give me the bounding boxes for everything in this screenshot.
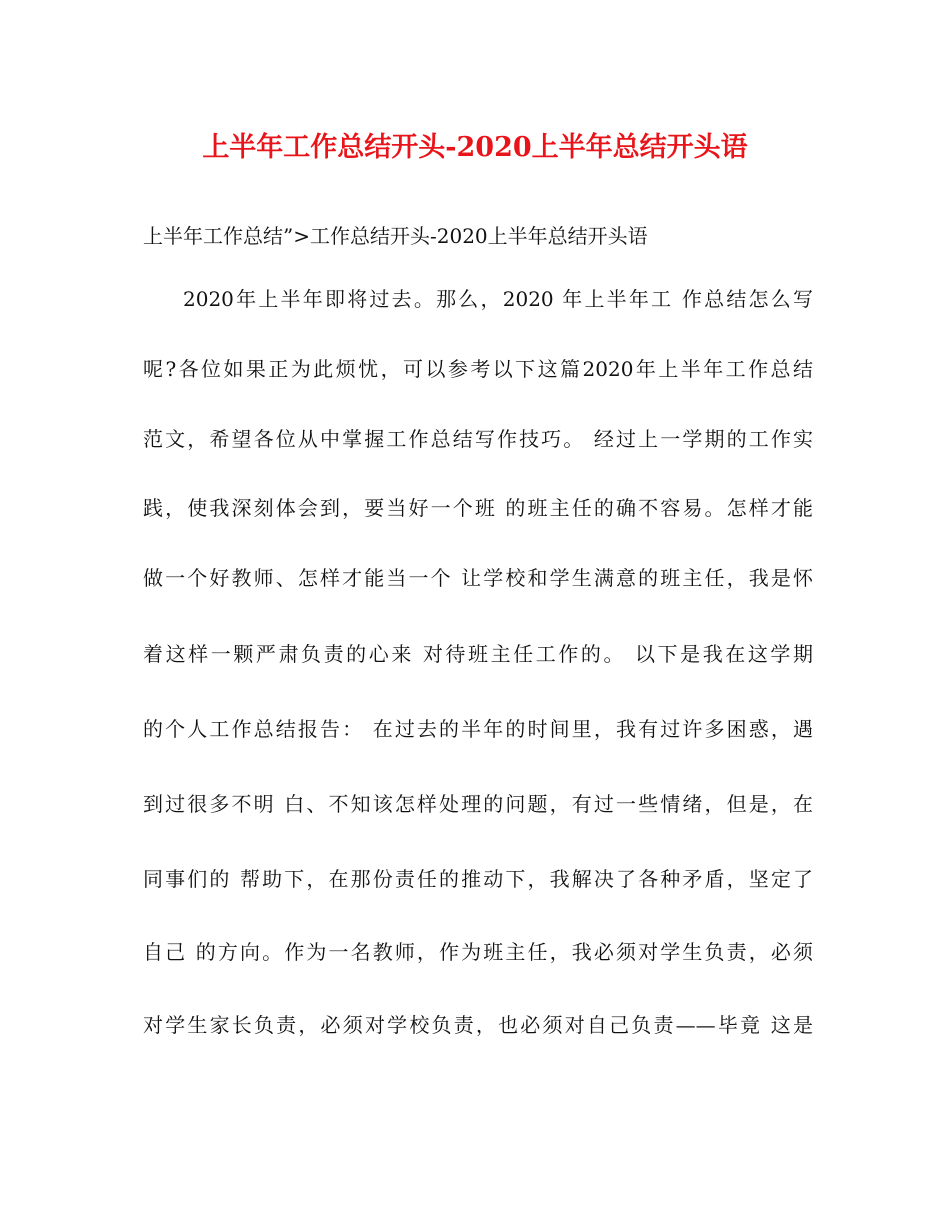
body-line-7: 的个人工作总结报告： 在过去的半年的时间里，我有过许多困惑，遇 (143, 717, 813, 741)
body-line-3: 范文，希望各位从中掌握工作总结写作技巧。 经过上一学期的工作实 (143, 427, 813, 451)
body-line-8: 到过很多不明 白、不知该怎样处理的问题，有过一些情绪，但是，在 (143, 792, 813, 816)
body-line-1: 2020年上半年即将过去。那么，2020 年上半年工 作总结怎么写 (183, 287, 813, 311)
body-line-2: 呢?各位如果正为此烦忧，可以参考以下这篇2020年上半年工作总结 (143, 357, 813, 381)
body-line-10: 自己 的方向。作为一名教师，作为班主任，我必须对学生负责，必须 (143, 940, 813, 964)
page-title: 上半年工作总结开头-2020上半年总结开头语 (202, 132, 748, 163)
body-line-11: 对学生家长负责，必须对学校负责，也必须对自己负责——毕竟 这是 (143, 1013, 813, 1037)
body-line-5: 做一个好教师、怎样才能当一个 让学校和学生满意的班主任，我是怀 (143, 566, 813, 590)
document-subtitle: 上半年工作总结”>工作总结开头-2020上半年总结开头语 (143, 224, 648, 248)
body-line-9: 同事们的 帮助下，在那份责任的推动下，我解决了各种矛盾，坚定了 (143, 867, 813, 891)
body-line-4: 践，使我深刻体会到，要当好一个班 的班主任的确不容易。怎样才能 (143, 496, 813, 520)
body-line-6: 着这样一颗严肃负责的心来 对待班主任工作的。 以下是我在这学期 (143, 642, 813, 666)
